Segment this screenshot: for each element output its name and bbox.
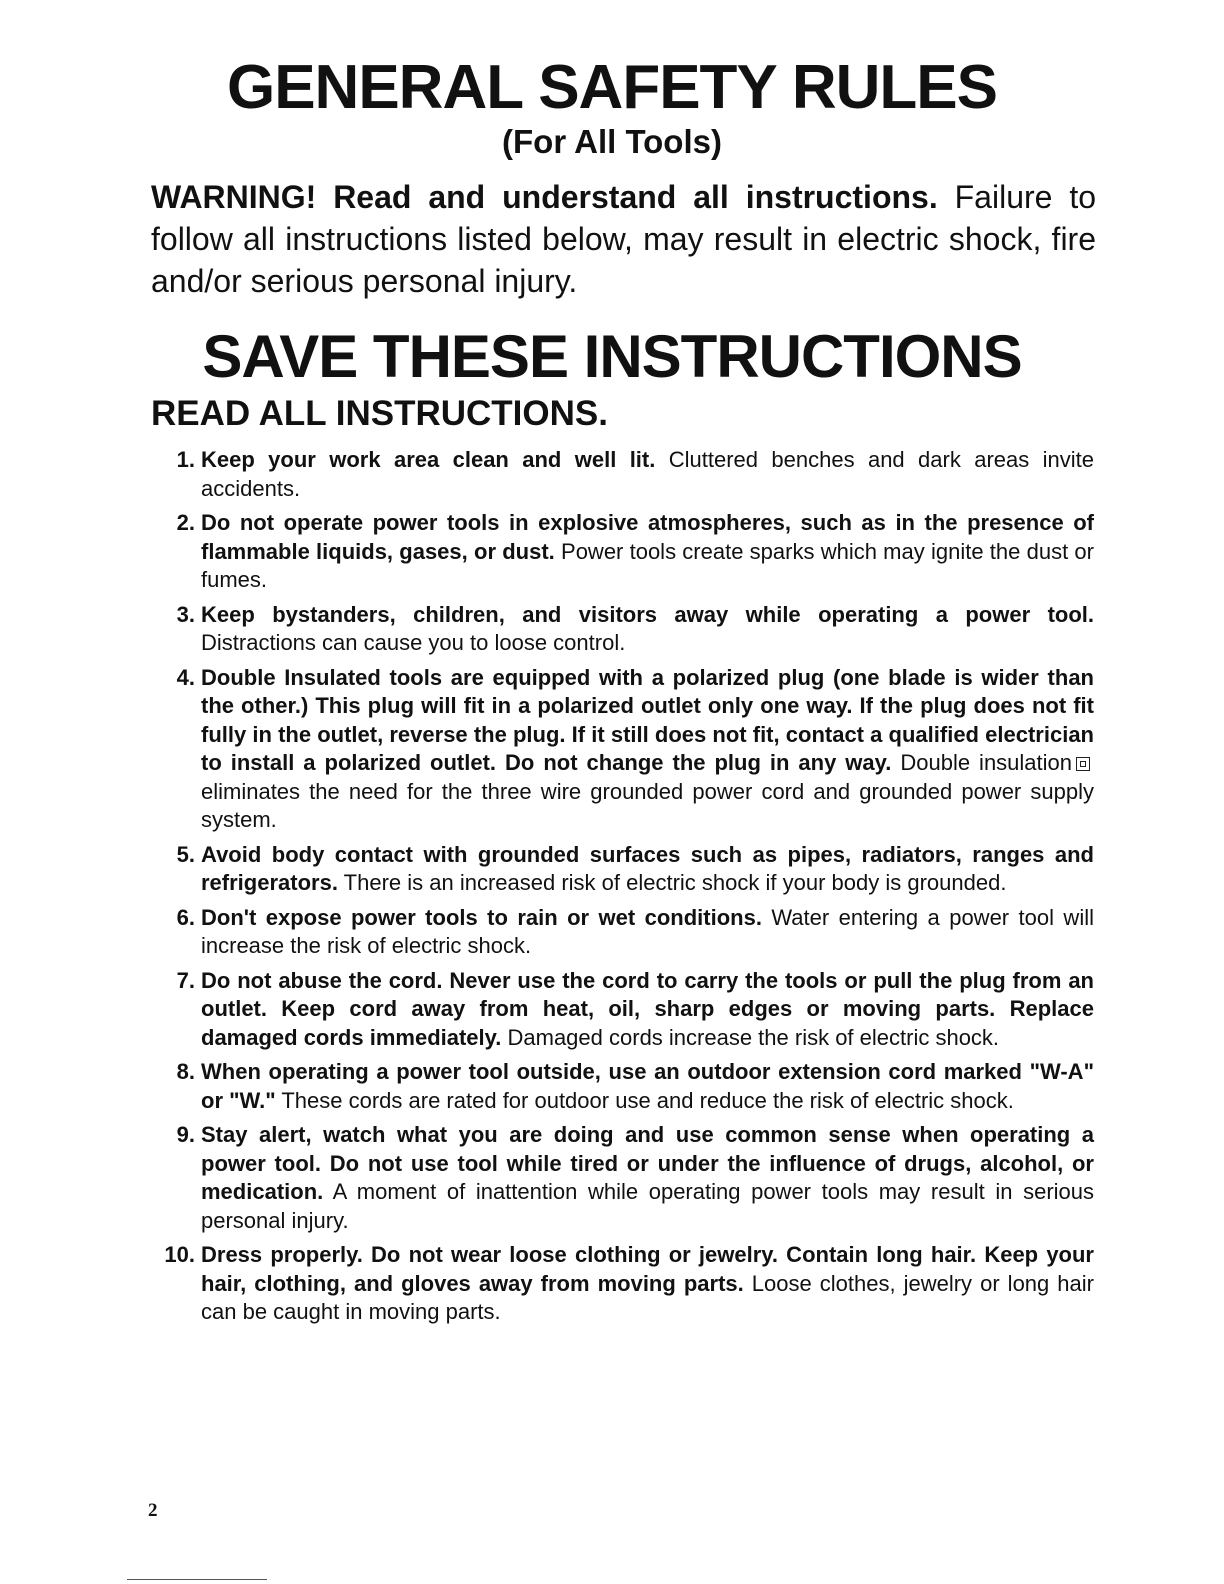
- rule-text: Water entering a power tool will increase the risk of electric shock.: [201, 904, 1094, 958]
- rule-text: There is an increased risk of electric shock if your body is grounded.: [343, 870, 1007, 895]
- safety-rules-list: [151, 446, 1094, 1333]
- rule-text: Distractions can cause you to loose control.: [201, 630, 626, 655]
- rule-text: eliminates the need for the three wire grounded power cord and grounded power supply system.: [201, 778, 1094, 832]
- rule-text: Cluttered benches and dark areas invite accidents.: [201, 447, 1094, 501]
- rule-item-9: [151, 1121, 1094, 1235]
- rule-bold-text: Avoid body contact with grounded surfaces such as pipes, radiators, ranges and refrigerators.: [201, 841, 1094, 895]
- rule-bold-text: Do not abuse the cord. Never use the cord to carry the tools or pull the plug from an outlet. Keep cord away from heat, oil, sharp edges or moving parts. Replace damaged cords immediately.: [201, 967, 1094, 1050]
- rule-item-8: [151, 1058, 1094, 1115]
- rule-number: 1.: [176, 447, 195, 472]
- rule-number: 7.: [176, 967, 195, 993]
- rule-number: 2.: [176, 510, 195, 535]
- read-all-heading: READ ALL INSTRUCTIONS.: [151, 394, 608, 433]
- rule-text: Loose clothes, jewelry or long hair can be caught in moving parts.: [201, 1270, 1094, 1324]
- rule-text: Power tools create sparks which may ignite the dust or fumes.: [201, 538, 1094, 592]
- rule-item-1: [151, 446, 1094, 503]
- warning-body: Failure to follow all instructions listed below, may result in electric shock, fire and/or serious personal injury.: [151, 179, 1097, 299]
- rule-number: 9.: [176, 1122, 195, 1147]
- rule-number: 8.: [176, 1059, 195, 1084]
- rule-item-7: [151, 967, 1094, 1053]
- rule-text: A moment of inattention while operating power tools may result in serious personal injury.: [201, 1179, 1095, 1233]
- double-insulation-icon: [1076, 757, 1090, 771]
- rule-item-6: [151, 904, 1094, 961]
- rule-bold-text: Keep bystanders, children, and visitors away while operating a power tool.: [201, 601, 1094, 627]
- rule-bold-text: Keep your work area clean and well lit.: [201, 447, 656, 472]
- rule-item-5: [151, 841, 1094, 898]
- rule-bold-text: Stay alert, watch what you are doing and use common sense when operating a power tool. Do not use tool while tired or under the influence of drugs, alcohol, or medication.: [201, 1122, 1094, 1204]
- warning-paragraph: [151, 176, 1096, 302]
- rule-number: 4.: [176, 664, 195, 690]
- rule-item-2: [151, 509, 1094, 595]
- page-number: 2: [148, 1500, 158, 1521]
- rule-bold-text: Dress properly. Do not wear loose clothing or jewelry. Contain long hair. Keep your hair, clothing, and gloves away from moving parts.: [201, 1242, 1094, 1296]
- page-subtitle: (For All Tools): [502, 123, 722, 160]
- rule-bold-text: Double Insulated tools are equipped with a polarized plug (one blade is wider than the other.) This plug will fit in a polarized outlet only one way. If the plug does not fit fully in the outlet, reverse the plug. If it still does not fit, contact a qualified electrician to install a polarized outlet. Do not change the plug in any way.: [201, 664, 1094, 775]
- rule-bold-text: Don't expose power tools to rain or wet conditions.: [201, 904, 762, 930]
- rule-bold-text: When operating a power tool outside, use an outdoor extension cord marked "W-A" or "W.": [201, 1059, 1094, 1113]
- rule-bold-text: Do not operate power tools in explosive atmospheres, such as in the presence of flammable liquids, gases, or dust.: [201, 510, 1094, 564]
- rule-text: Damaged cords increase the risk of electric shock.: [507, 1024, 1000, 1050]
- warning-lead: WARNING! Read and understand all instructions.: [151, 179, 938, 215]
- page-title: GENERAL SAFETY RULES: [226, 53, 998, 122]
- scan-artifact-line: [127, 1579, 267, 1580]
- save-instructions-heading: SAVE THESE INSTRUCTIONS: [202, 323, 1022, 390]
- rule-text-before-icon: Double insulation: [900, 750, 1073, 775]
- rule-number: 6.: [176, 904, 195, 930]
- rule-item-3: [151, 601, 1094, 658]
- rule-number: 3.: [176, 601, 195, 627]
- rule-number: 10.: [164, 1242, 195, 1267]
- rule-text: These cords are rated for outdoor use and reduce the risk of electric shock.: [281, 1087, 1014, 1113]
- rule-item-4: [151, 664, 1094, 835]
- rule-item-10: [151, 1241, 1094, 1327]
- rule-number: 5.: [176, 841, 195, 867]
